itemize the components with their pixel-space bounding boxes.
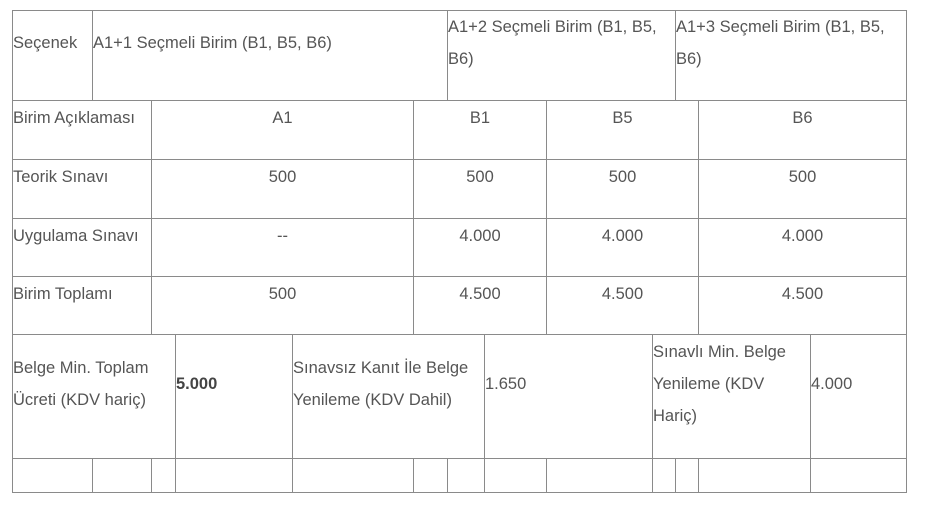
option-a1-plus-1: A1+1 Seçmeli Birim (B1, B5, B6) bbox=[93, 34, 332, 52]
option-header-label: Seçenek bbox=[13, 34, 78, 52]
row-label-unit-description: Birim Açıklaması bbox=[13, 109, 135, 127]
min-total-fee-value: 5.000 bbox=[176, 375, 218, 393]
cell-a1: 500 bbox=[268, 168, 297, 186]
cell-a1: A1 bbox=[272, 109, 293, 127]
cell-b6: 500 bbox=[788, 168, 817, 186]
cell-b6: 4.000 bbox=[781, 227, 824, 245]
cell-b6: 4.500 bbox=[781, 285, 824, 303]
cell-b1: 500 bbox=[466, 168, 494, 186]
cell-a1: 500 bbox=[268, 285, 297, 303]
cell-a1: -- bbox=[277, 227, 288, 245]
renewal-without-exam-label: Sınavsız Kanıt İle Belge Yenileme (KDV Dahil) bbox=[293, 359, 469, 409]
min-total-fee-label: Belge Min. Toplam Ücreti (KDV hariç) bbox=[13, 359, 149, 409]
cell-b1: B1 bbox=[469, 109, 491, 127]
pricing-table bbox=[12, 10, 907, 493]
renewal-with-exam-label: Sınavlı Min. Belge Yenileme (KDV Hariç) bbox=[653, 343, 786, 425]
cell-b5: 4.500 bbox=[601, 285, 644, 303]
row-label-theory-exam: Teorik Sınavı bbox=[13, 168, 109, 186]
cell-b5: B5 bbox=[612, 109, 633, 127]
cell-b1: 4.500 bbox=[459, 285, 501, 303]
option-a1-plus-2: A1+2 Seçmeli Birim (B1, B5, B6) bbox=[448, 18, 657, 68]
cell-b1: 4.000 bbox=[459, 227, 501, 245]
row-label-practical-exam: Uygulama Sınavı bbox=[13, 227, 139, 245]
renewal-with-exam-value: 4.000 bbox=[811, 375, 853, 393]
cell-b5: 500 bbox=[608, 168, 637, 186]
row-label-unit-total: Birim Toplamı bbox=[13, 285, 113, 303]
renewal-without-exam-value: 1.650 bbox=[485, 375, 527, 393]
cell-b6: B6 bbox=[792, 109, 813, 127]
cell-b5: 4.000 bbox=[601, 227, 644, 245]
option-a1-plus-3: A1+3 Seçmeli Birim (B1, B5, B6) bbox=[676, 18, 885, 68]
